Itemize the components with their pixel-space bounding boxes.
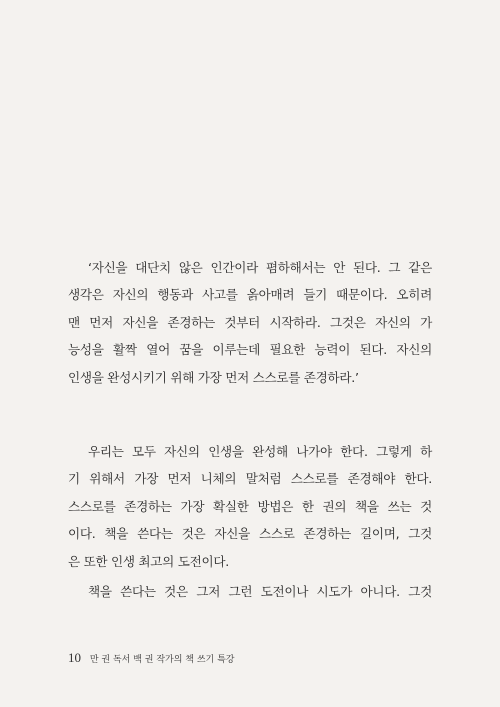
- text-line: 우리는 모두 자신의 인생을 완성해 나가야 한다. 그렇게 하: [88, 444, 432, 459]
- text-line: 스스로를 존경하는 가장 확실한 방법은 한 권의 책을 쓰는 것: [68, 498, 432, 514]
- text-line: 은 또한 인생 최고의 도전이다.: [68, 553, 229, 569]
- text-line: 맨 먼저 자신을 존경하는 것부터 시작하라. 그것은 자신의 가: [68, 314, 432, 330]
- page-footer: [68, 650, 234, 666]
- text-line: 책을 쓴다는 것은 그저 그런 도전이나 시도가 아니다. 그것: [88, 584, 432, 599]
- text-line: 능성을 활짝 열어 꿈을 이루는데 필요한 능력이 된다. 자신의: [68, 342, 432, 358]
- paragraph-body: [68, 438, 432, 575]
- text-line: ‘자신을 대단치 않은 인간이라 폄하해서는 안 된다. 그 같은: [88, 260, 432, 275]
- text-line: 생각은 자신의 행동과 사고를 옭아매려 들기 때문이다. 오히려: [68, 287, 432, 303]
- text-line: 이다. 책을 쓴다는 것은 자신을 스스로 존경하는 길이며, 그것: [68, 526, 432, 542]
- paragraph-body: [68, 578, 432, 605]
- running-title: 만 권 독서 백 권 작가의 책 쓰기 특강: [89, 655, 235, 665]
- paragraph-quote: [68, 254, 432, 391]
- page-number: 10: [68, 650, 81, 665]
- text-line: 인생을 완성시키기 위해 가장 먼저 스스로를 존경하라.’: [68, 369, 359, 385]
- text-line: 기 위해서 가장 먼저 니체의 말처럼 스스로를 존경해야 한다.: [68, 471, 432, 487]
